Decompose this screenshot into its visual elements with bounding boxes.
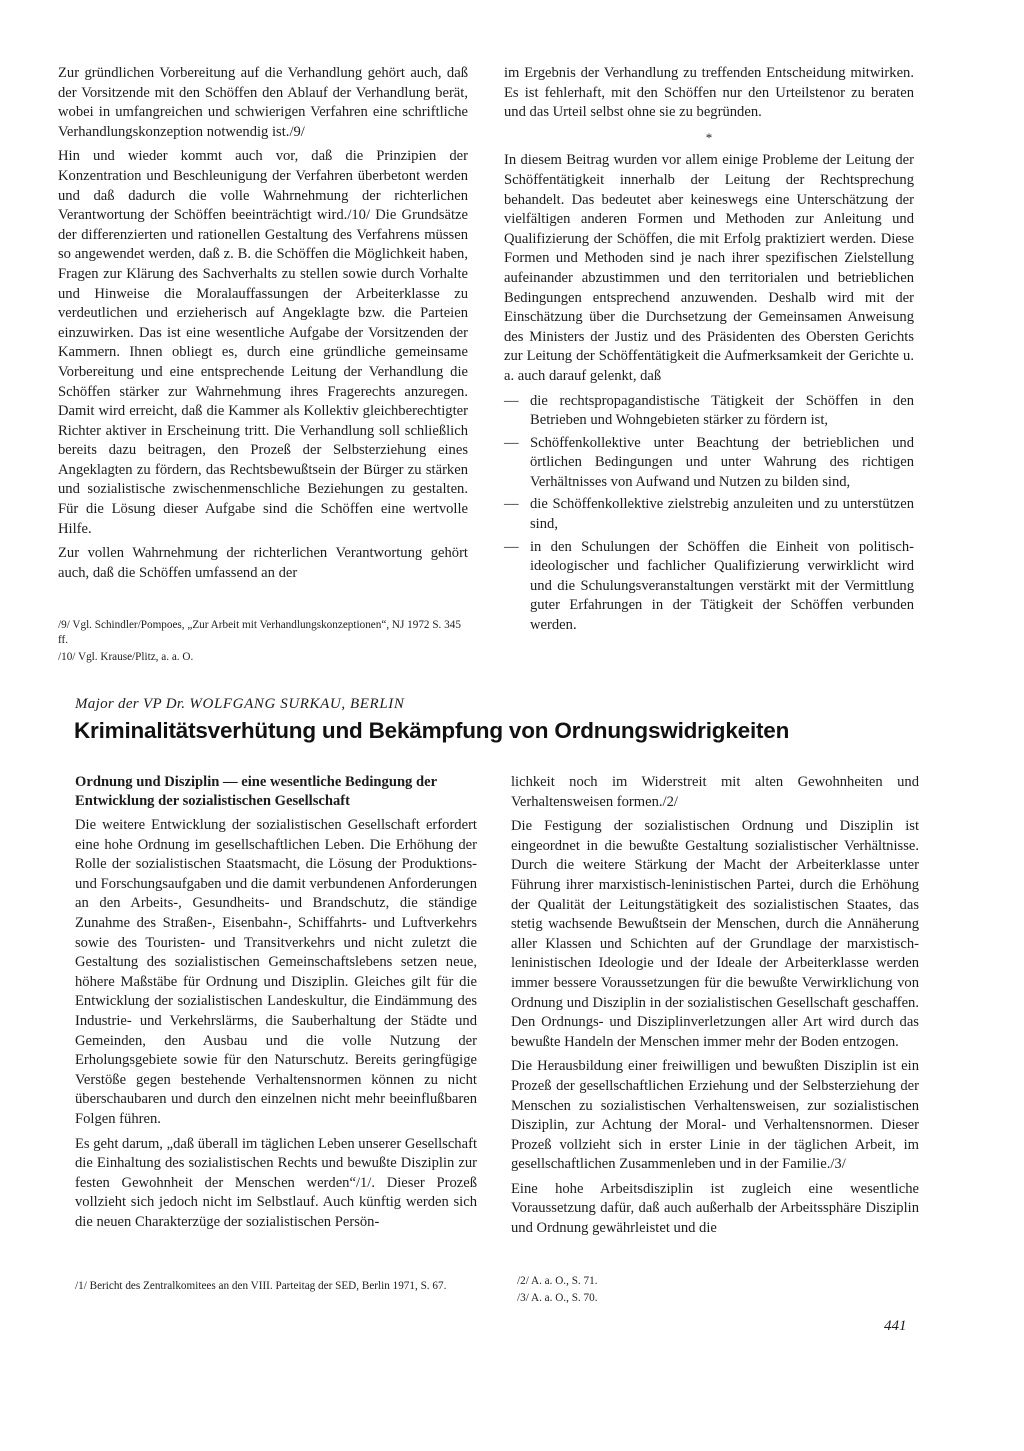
page-number: 441 (884, 1318, 907, 1334)
dash-bullet: — (504, 434, 519, 451)
dash-bullet: — (504, 538, 519, 555)
article-byline (75, 696, 404, 713)
article-right-footnotes (517, 1274, 919, 1308)
paragraph: im Ergebnis der Verhandlung zu treffenden Entscheidung mitwirken. Es ist fehlerhaft, mit den Schöffen nur den Urteilstenor zu beraten und das Urteil selbst ohne sie zu begründen. (504, 65, 914, 121)
paragraph: In diesem Beitrag wurden vor allem einige Probleme der Leitung der Schöffentätigkeit innerhalb der Leitung der Rechtsprechung behandelt. Das bedeutet aber keineswegs eine Unterschätzung der vielfältigen anderen Formen und Methoden zur Anleitung und Qualifizierung der Schöffen, die mit Erfolg praktiziert werden. Diese Formen und Methoden sind je nach ihrer spezifischen Zielstellung aufeinander abzustimmen und den territorialen und betrieblichen Bedingungen entsprechend anzuwenden. Deshalb wird mit der Einschätzung über die Durchsetzung der Gemeinsamen Anweisung des Ministers der Justiz und des Präsidenten des Obersten Gerichts zur Leitung der Schöffentätigkeit die Aufmerksamkeit der Gerichte u. a. auch darauf gelenkt, daß (504, 152, 914, 384)
paragraph: Die Herausbildung einer freiwilligen und bewußten Disziplin ist ein Prozeß der gesellschaftlichen Erziehung und der Selbsterziehung der Menschen zu sozialistischen Verhaltensweisen, zur sozialistischen Disziplin, zur Achtung der Moral- und Verhaltensnormen. Dieser Prozeß vollzieht sich in erster Linie in der täglichen Arbeit, im gesellschaftlichen Zusammenleben und in der Familie./3/ (511, 1058, 919, 1173)
footnote-2: /2/ A. a. O., S. 71. (517, 1275, 598, 1287)
paragraph: Die weitere Entwicklung der sozialistischen Gesellschaft erfordert eine hohe Ordnung im gesellschaftlichen Leben. Die Erhöhung der Rolle der sozialistischen Staatsmacht, die Lösung der Produktions- und Forschungsaufgaben und die damit verbundenen Anforderungen an den Arbeits-, Gesundheits- und Brandschutz, die ständige Zunahme des Straßen-, Eisenbahn-, Schiffahrts- und Luftverkehrs sowie des Touristen- und Transitverkehrs und nicht zuletzt die Gestaltung des sozialistischen Gemeinschaftslebens setzen neue, höhere Maßstäbe für Ordnung und Disziplin. Gleiches gilt für die Entwicklung der sozialistischen Landeskultur, die Eindämmung des Industrie- und Verkehrslärms, die Sauberhaltung der Städte und Gemeinden, den Ausbau und die volle Nutzung der Erholungsgebiete sowie für den Naturschutz. Bereits geringfügige Verstöße gegen bestehende Verhaltensnormen können zu nicht überschaubaren und durch den einzelnen nicht mehr beeinflußbaren Folgen führen. (75, 817, 477, 1127)
article-title: Kriminalitätsverhütung und Bekämpfung von Ordnungswidrigkeiten (74, 718, 790, 743)
article-left-footnotes (75, 1279, 477, 1296)
top-right-column (504, 64, 914, 641)
footnote-1: /1/ Bericht des Zentralkomitees an den VIII. Parteitag der SED, Berlin 1971, S. 67. (75, 1280, 447, 1292)
dash-bullet: — (504, 392, 519, 409)
top-left-column (58, 64, 468, 588)
paragraph: Zur vollen Wahrnehmung der richterlichen Verantwortung gehört auch, daß die Schöffen umfassend an der (58, 545, 468, 581)
article-right-column (511, 773, 919, 1244)
footnote-10: /10/ Vgl. Krause/Plitz, a. a. O. (58, 651, 194, 663)
paragraph: Zur gründlichen Vorbereitung auf die Verhandlung gehört auch, daß der Vorsitzende mit den Schöffen den Ablauf der Verhandlung berät, wobei in umfangreichen und schwierigen Verfahren eine schriftliche Verhandlungskonzeption notwendig ist./9/ (58, 65, 468, 140)
paragraph: lichkeit noch im Widerstreit mit alten Gewohnheiten und Verhaltensweisen formen./2/ (511, 774, 919, 810)
dash-bullet: — (504, 496, 519, 513)
section-separator: * (705, 129, 713, 145)
byline-author: WOLFGANG SURKAU, BERLIN (189, 696, 405, 712)
list-item: — Schöffenkollektive unter Beachtung der betrieblichen und örtlichen Bedingungen und unter Wahrung des richtigen Verhältnisses von Aufwand und Nutzen zu bilden sind, (504, 434, 914, 490)
footnote-9: /9/ Vgl. Schindler/Pompoes, „Zur Arbeit mit Verhandlungskonzeptionen“, NJ 1972 S. 345 ff. (58, 619, 461, 646)
dash-list (504, 392, 914, 636)
paragraph: Es geht darum, „daß überall im täglichen Leben unserer Gesellschaft die Einhaltung des sozialistischen Rechts und bewußte Disziplin zur festen Gewohnheit der Menschen werden“/1/. Dieser Prozeß vollzieht sich jedoch nicht im Selbstlauf. Auch künftig werden sich die neuen Charakterzüge der sozialistischen Persön- (75, 1135, 477, 1230)
top-left-footnotes (58, 618, 468, 667)
footnote-3: /3/ A. a. O., S. 70. (517, 1292, 598, 1304)
paragraph: Hin und wieder kommt auch vor, daß die Prinzipien der Konzentration und Beschleunigung der Verfahren überbetont werden und daß dadurch die volle Wahrnehmung der richterlichen Verantwortung der Schöffen beeinträchtigt wird./10/ Die Grundsätze der differenzierten und rationellen Gestaltung des Verfahrens müssen so angewendet werden, daß z. B. die Schöffen die Möglichkeit haben, Fragen zur Klärung des Sachverhalts zu stellen sowie durch Vorhalte und Hinweise die Moralauffassungen der Arbeiterklasse zu verdeutlichen und erzieherisch auf Angeklagte bzw. die Parteien einzuwirken. Das ist eine wesentliche Aufgabe der Vorsitzenden der Kammern. Ihnen obliegt es, durch eine gründliche gemeinsame Vorbereitung und eine entsprechende Leitung der Verhandlung die Schöffen stärker zur Wahrnehmung ihres Fragerechts anzuregen. Damit wird erreicht, daß die Kammer als Kollektiv gleichberechtigter Richter aktiver in Erscheinung tritt. Die Verhandlung soll schließlich bereits dazu beitragen, den Prozeß der Selbsterziehung eines Angeklagten zu fördern, das Rechtsbewußtsein der Bürger zu stärken und sozialistische zwischenmenschliche Beziehungen zu gestalten. Für die Lösung dieser Aufgabe sind die Schöffen eine wertvolle Hilfe. (58, 148, 468, 537)
list-item: — die rechtspropagandistische Tätigkeit der Schöffen in den Betrieben und Wohngebieten stärker zu fördern ist, (504, 392, 914, 429)
paragraph: Eine hohe Arbeitsdisziplin ist zugleich eine wesentliche Voraussetzung dafür, daß auch außerhalb der Arbeitssphäre Disziplin und Ordnung gewährleistet und die (511, 1180, 919, 1237)
article-subheading: Ordnung und Disziplin — eine wesentliche Bedingung der Entwicklung der sozialistischen Gesellschaft (75, 774, 437, 809)
paragraph: Die Festigung der sozialistischen Ordnung und Disziplin ist eingeordnet in die bewußte Gestaltung sozialistischer Verhältnisse. Durch die weitere Stärkung der Macht der Arbeiterklasse unter Führung ihrer marxistisch-leninistischen Partei, durch die Erhöhung der Qualität der Leitungstätigkeit des sozialistischen Staates, das stetig wachsende Bewußtsein der Menschen, durch die Annäherung aller Klassen und Schichten auf der Grundlage der marxistisch-leninistischen Ideologie und der Ideale der Arbeiterklasse werden immer bessere Voraussetzungen für die bewußte Verwirklichung von Ordnung und Disziplin in der sozialistischen Gesellschaft geschaffen. Den Ordnungs- und Disziplinverletzungen aller Art wird durch das bewußte Handeln der Menschen immer mehr der Boden entzogen. (511, 818, 919, 1050)
byline-prefix: Major der VP Dr. (75, 696, 186, 712)
article-left-column (75, 773, 477, 1237)
list-item: — die Schöffenkollektive zielstrebig anzuleiten und zu unterstützen sind, (504, 496, 914, 533)
list-item: — in den Schulungen der Schöffen die Einheit von politisch-ideologischer und fachlicher Qualifizierung verwirklicht wird und die Schulungsveranstaltungen verstärkt mit der Vermittlung guter Erfahrungen in der Tätigkeit der Schöffen verbunden werden. (504, 538, 914, 634)
